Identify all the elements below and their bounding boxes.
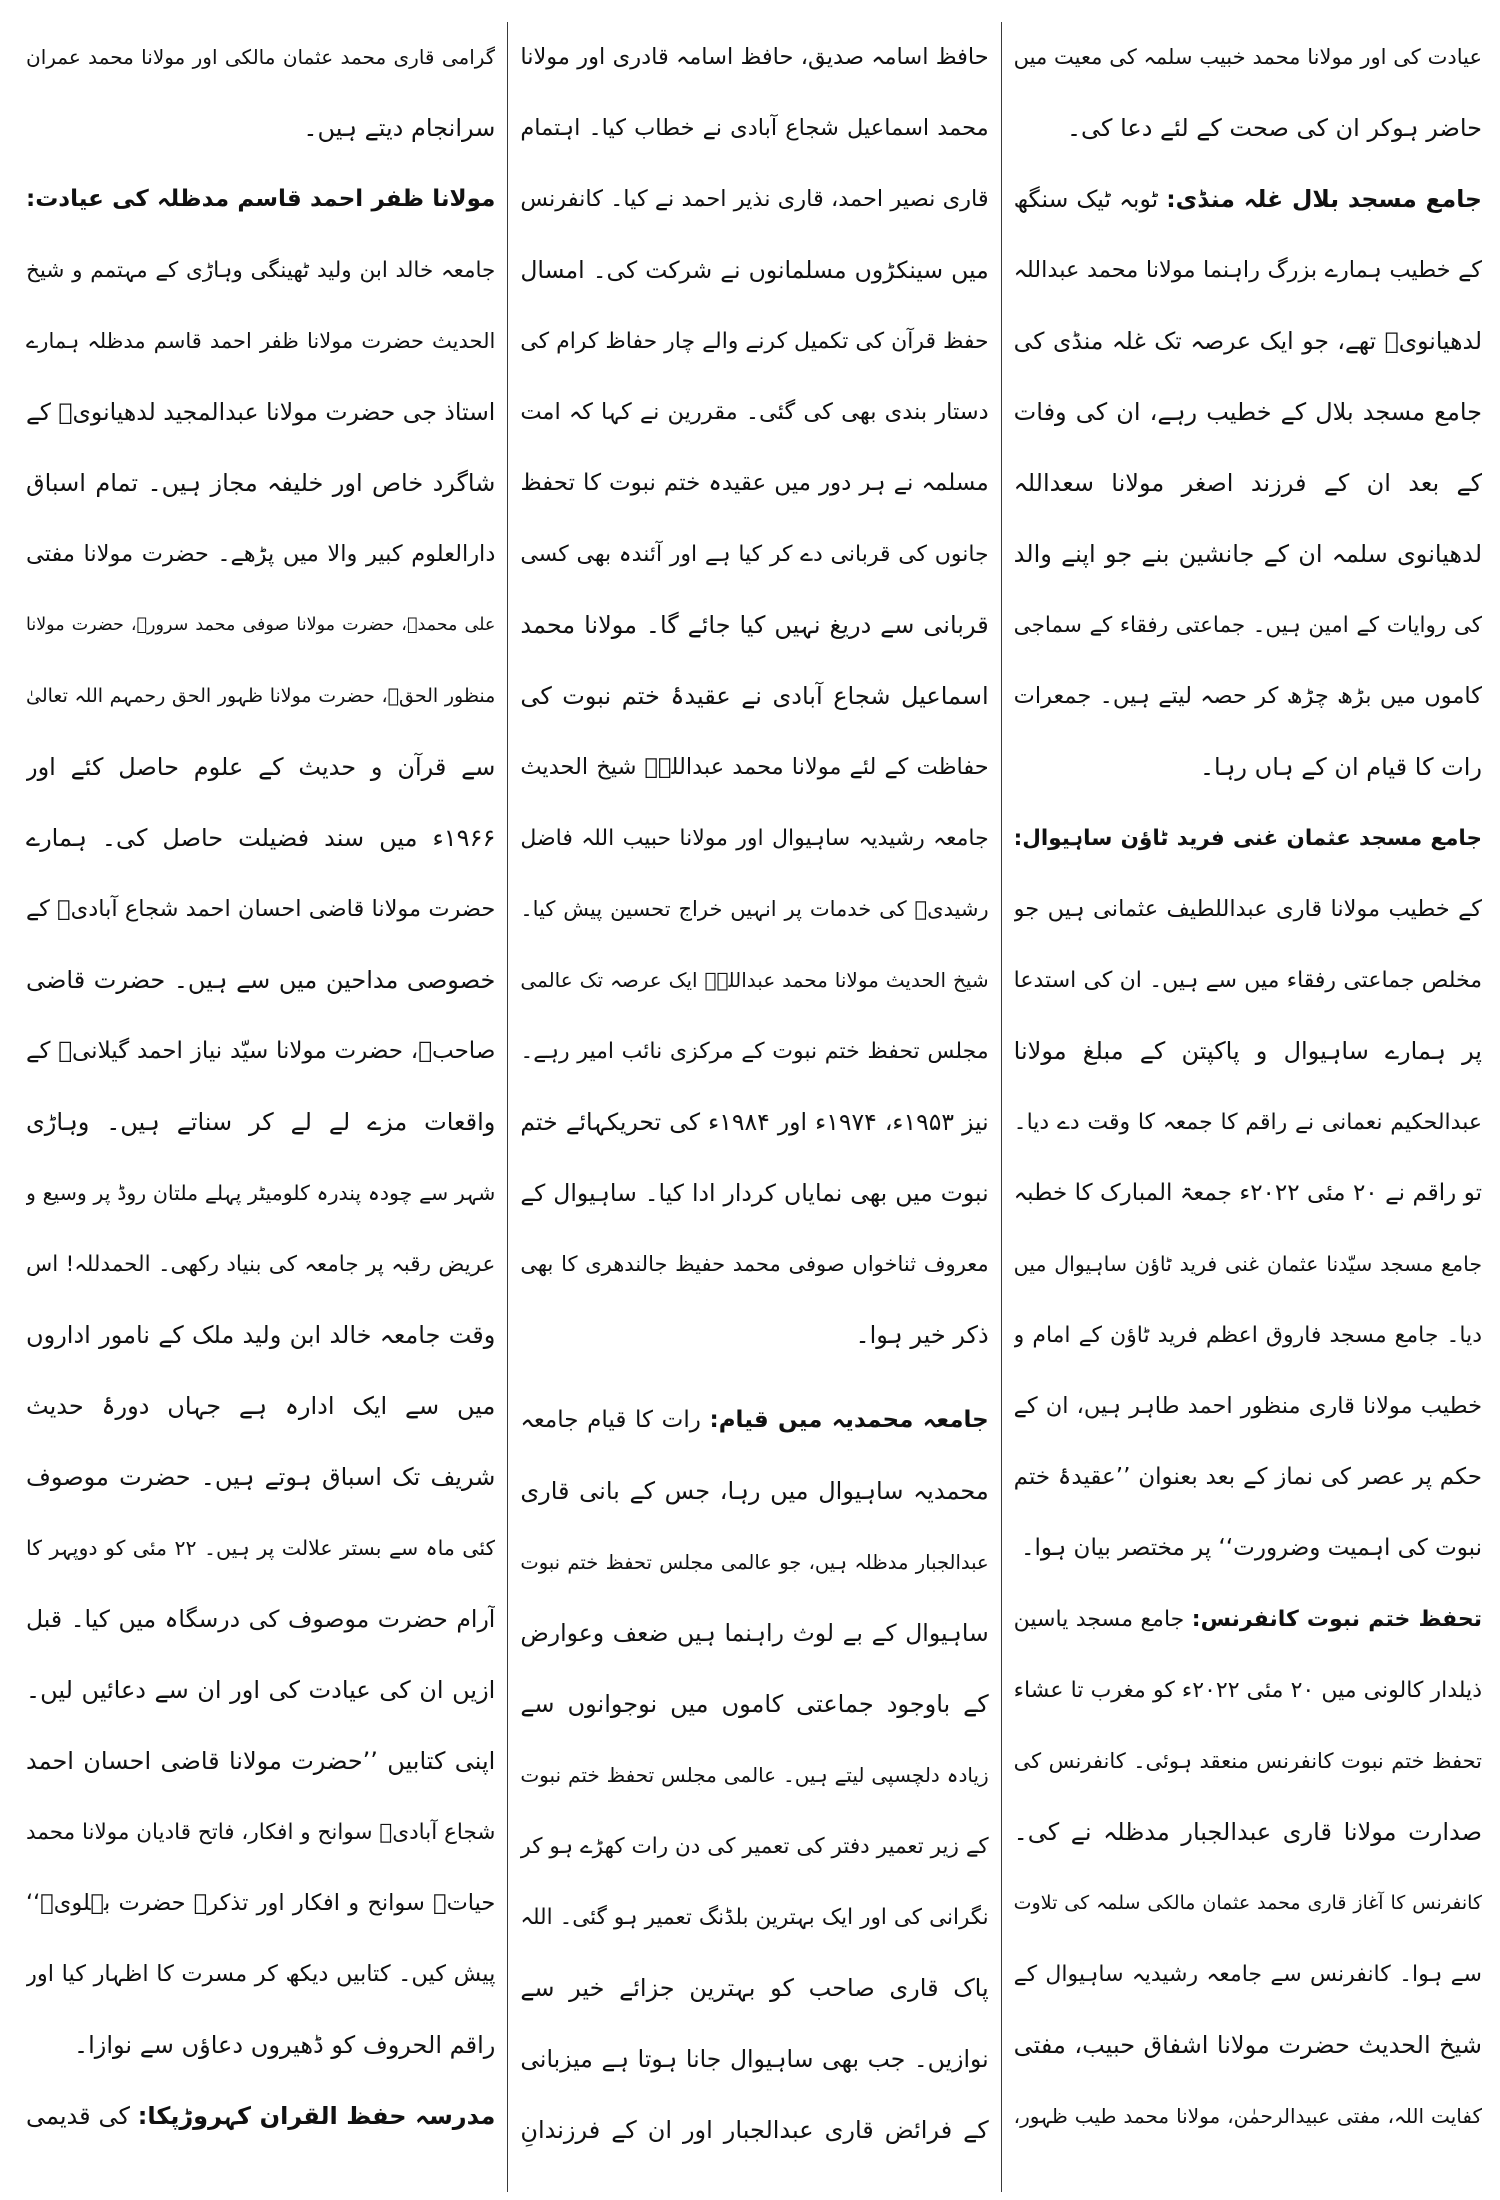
text-line — [520, 164, 988, 235]
line-text: سرانجام دیتے ہیں۔ — [303, 114, 496, 142]
section-heading-line — [1014, 164, 1482, 235]
text-line — [26, 1371, 495, 1442]
line-text: رات کا قیام جامعہ — [520, 1407, 701, 1433]
text-line — [520, 1087, 988, 1158]
line-text: زیادہ دلچسپی لیتے ہیں۔ عالمی مجلس تحفظ ختم نبوت — [520, 1763, 989, 1787]
text-line — [520, 93, 988, 164]
line-text: میں سینکڑوں مسلمانوں نے شرکت کی۔ امسال — [520, 256, 989, 284]
text-line — [1014, 306, 1482, 377]
text-line — [26, 235, 495, 306]
line-text: پاک قاری صاحب کو بہترین جزائے خیر سے — [520, 1974, 989, 2002]
line-text: ۱۹۶۶ء میں سند فضیلت حاصل کی۔ ہمارے — [26, 824, 496, 852]
text-line — [26, 1868, 495, 1939]
line-text: واقعات مزے لے لے کر سناتے ہیں۔ وہاڑی — [26, 1108, 496, 1136]
text-line — [520, 1527, 988, 1598]
text-line — [26, 945, 495, 1016]
text-line — [520, 661, 988, 732]
text-line — [520, 306, 988, 377]
text-line — [520, 1882, 988, 1953]
line-text: سے قرآن و حدیث کے علوم حاصل کئے اور — [26, 753, 496, 781]
text-line — [26, 661, 495, 732]
article-column-middle — [507, 22, 1000, 2192]
line-text: کے خطیب مولانا قاری عبداللطیف عثمانی ہیں جو — [1013, 896, 1482, 922]
text-line — [1014, 732, 1482, 803]
line-text: قاری نصیر احمد، قاری نذیر احمد نے کیا۔ کانفرنس — [520, 186, 989, 212]
line-text: خصوصی مداحین میں سے ہیں۔ حضرت قاضی — [26, 966, 496, 994]
line-text: ازیں ان کی عیادت کی اور ان سے دعائیں لیں۔ — [26, 1676, 496, 1704]
line-text: ذکر خیر ہوا۔ — [855, 1321, 989, 1349]
line-text: تو راقم نے ۲۰ مئی ۲۰۲۲ء جمعۃ المبارک کا خطبہ — [1013, 1180, 1482, 1206]
section-heading: جامع مسجد بلال غلہ منڈی: — [1166, 185, 1482, 213]
text-line — [26, 1939, 495, 2010]
text-line — [520, 874, 988, 945]
line-text: ساہیوال کے بے لوث راہنما ہیں ضعف وعوارض — [520, 1619, 989, 1647]
section-heading-line — [1014, 803, 1482, 874]
line-text: شجاع آبادیؒ سوانح و افکار، فاتح قادیان مولانا محمد — [26, 1820, 496, 1845]
text-line — [1014, 1229, 1482, 1300]
text-line — [520, 803, 988, 874]
text-line — [1014, 519, 1482, 590]
text-line — [1014, 1158, 1482, 1229]
line-text: کئی ماہ سے بستر علالت پر ہیں۔ ۲۲ مئی کو دوپہر کا — [26, 1536, 496, 1560]
text-line — [1014, 1726, 1482, 1797]
text-line — [1014, 2010, 1482, 2081]
line-text: حاضر ہوکر ان کی صحت کے لئے دعا کی۔ — [1066, 114, 1482, 142]
line-text: رشیدیؒ کی خدمات پر انہیں خراج تحسین پیش کیا۔ — [520, 897, 989, 921]
text-line — [26, 874, 495, 945]
text-line — [1014, 1513, 1482, 1584]
text-line — [1014, 235, 1482, 306]
line-text: مجلس تحفظ ختم نبوت کے مرکزی نائب امیر رہے۔ — [520, 1039, 989, 1064]
section-heading-line — [520, 1385, 988, 1456]
text-line — [26, 519, 495, 590]
line-text: حکم پر عصر کی نماز کے بعد بعنوان ’’عقیدۂ ختم — [1013, 1464, 1482, 1490]
line-text: کے فرائض قاری عبدالجبار اور ان کے فرزندانِ — [520, 2116, 989, 2144]
text-line — [1014, 1371, 1482, 1442]
line-text: کی قدیمی — [26, 2102, 130, 2130]
line-text: جامع مسجد یاسین — [1013, 1607, 1185, 1632]
line-text: علی محمدؒ، حضرت مولانا صوفی محمد سرورؒ، حضرت مولانا — [26, 615, 496, 635]
text-line — [1014, 448, 1482, 519]
line-text: معروف ثناخواں صوفی محمد حفیظ جالندھری کا بھی — [520, 1252, 989, 1276]
text-line — [26, 1087, 495, 1158]
text-line — [26, 590, 495, 661]
text-line — [1014, 2081, 1482, 2152]
text-line — [26, 377, 495, 448]
text-line — [26, 1442, 495, 1513]
text-line — [26, 1655, 495, 1726]
line-text: مخلص جماعتی رفقاء میں سے ہیں۔ ان کی استدعا — [1013, 968, 1482, 993]
line-text: گرامی قاری محمد عثمان مالکی اور مولانا محمد عمران — [26, 45, 496, 69]
line-text: استاذ جی حضرت مولانا عبدالمجید لدھیانویؒ کے — [26, 398, 496, 426]
text-line — [26, 803, 495, 874]
text-line — [26, 1158, 495, 1229]
text-line — [520, 235, 988, 306]
line-text: ٹوبہ ٹیک سنگھ — [1013, 185, 1159, 213]
text-line — [26, 732, 495, 803]
text-line — [1014, 22, 1482, 93]
line-text: پر ہمارے ساہیوال و پاکپتن کے مبلغ مولانا — [1013, 1037, 1482, 1065]
text-line — [26, 93, 495, 164]
line-text: شہر سے چودہ پندرہ کلومیٹر پہلے ملتان روڈ پر وسیع و — [26, 1181, 496, 1205]
section-heading-line — [1014, 1584, 1482, 1655]
line-text: نگرانی کی اور ایک بہترین بلڈنگ تعمیر ہو گئی۔ اللہ — [520, 1905, 989, 1930]
text-line — [520, 1598, 988, 1669]
section-heading: مدرسہ حفظ القران کہروڑپکا: — [137, 2102, 496, 2130]
text-line — [520, 945, 988, 1016]
line-text: کی روایات کے امین ہیں۔ جماعتی رفقاء کے سماجی — [1013, 613, 1482, 638]
text-line — [26, 306, 495, 377]
line-text: عبدالحکیم نعمانی نے راقم کا جمعہ کا وقت دے دیا۔ — [1013, 1110, 1482, 1135]
text-line — [520, 1456, 988, 1527]
line-text: نبوت کی اہمیت وضرورت‘‘ پر مختصر بیان ہوا۔ — [1021, 1535, 1482, 1561]
line-text: مسلمہ نے ہر دور میں عقیدہ ختم نبوت کا تحفظ — [520, 470, 989, 496]
line-text: جامع مسجد بلال کے خطیب رہے، ان کی وفات — [1013, 398, 1482, 426]
line-text: حیاتؒ سوانح و افکار اور تذکرۂ حضرت بہلویؒ‘‘ — [26, 1890, 496, 1916]
line-text: حفاظت کے لئے مولانا محمد عبداللہؒ شیخ الحدیث — [520, 754, 989, 780]
text-line — [520, 2024, 988, 2095]
line-text: عبدالجبار مدظلہ ہیں، جو عالمی مجلس تحفظ ختم نبوت — [520, 1551, 989, 1574]
line-text: کے بعد ان کے فرزند اصغر مولانا سعداللہ — [1013, 469, 1482, 497]
line-text: میں سے ایک ادارہ ہے جہاں دورۂ حدیث — [26, 1392, 496, 1420]
text-line — [520, 1669, 988, 1740]
line-text: نیز ۱۹۵۳ء، ۱۹۷۴ء اور ۱۹۸۴ء کی تحریکہائے ختم — [520, 1108, 989, 1136]
line-text: کانفرنس کا آغاز قاری محمد عثمان مالکی سلمہ کی تلاوت — [1013, 1892, 1482, 1914]
line-text: دیا۔ جامع مسجد فاروق اعظم فرید ٹاؤن کے امام و — [1013, 1323, 1482, 1348]
line-text: کے باوجود جماعتی کاموں میں نوجوانوں سے — [520, 1690, 989, 1718]
text-line — [26, 448, 495, 519]
text-line — [26, 1797, 495, 1868]
section-heading: جامع مسجد عثمان غنی فرید ٹاؤن ساہیوال: — [1013, 826, 1482, 851]
text-line — [520, 22, 988, 93]
text-line — [26, 1584, 495, 1655]
line-text: شریف تک اسباق ہوتے ہیں۔ حضرت موصوف — [26, 1463, 496, 1491]
line-text: نبوت میں بھی نمایاں کردار ادا کیا۔ ساہیوال کے — [520, 1179, 989, 1207]
line-text: حفظ قرآن کی تکمیل کرنے والے چار حفاظ کرام کی — [520, 329, 989, 354]
line-text: ذیلدار کالونی میں ۲۰ مئی ۲۰۲۲ء کو مغرب تا عشاء — [1013, 1678, 1482, 1703]
text-line — [520, 377, 988, 448]
text-line — [1014, 874, 1482, 945]
text-line — [520, 732, 988, 803]
line-text: عیادت کی اور مولانا محمد خبیب سلمہ کی معیت میں — [1013, 45, 1482, 69]
text-line — [520, 1953, 988, 2024]
line-text: شیخ الحدیث مولانا محمد عبداللہؒ ایک عرصہ تک عالمی — [520, 968, 989, 992]
text-line — [26, 1300, 495, 1371]
line-text: نوازیں۔ جب بھی ساہیوال جانا ہوتا ہے میزبانی — [520, 2045, 989, 2073]
text-line — [26, 22, 495, 93]
line-text: راقم الحروف کو ڈھیروں دعاؤں سے نوازا۔ — [74, 2031, 496, 2059]
section-heading: مولانا ظفر احمد قاسم مدظلہ کی عیادت: — [26, 186, 496, 212]
article-column-left — [14, 22, 507, 2192]
line-text: جانوں کی قربانی دے کر کیا ہے اور آئندہ بھی کسی — [520, 542, 989, 567]
line-text: رات کا قیام ان کے ہاں رہا۔ — [1199, 753, 1482, 781]
line-text: منظور الحقؒ، حضرت مولانا ظہور الحق رحمہم اللہ تعالیٰ — [26, 685, 496, 707]
text-line — [1014, 1442, 1482, 1513]
line-text: جامع مسجد سیّدنا عثمان غنی فرید ٹاؤن ساہیوال میں — [1013, 1252, 1482, 1276]
text-line — [26, 1016, 495, 1087]
line-text: شیخ الحدیث حضرت مولانا اشفاق حبیب، مفتی — [1013, 2031, 1482, 2059]
line-text: حضرت مولانا قاضی احسان احمد شجاع آبادیؒ کے — [26, 896, 496, 922]
line-text: عریض رقبہ پر جامعہ کی بنیاد رکھی۔ الحمدللہ! اس — [26, 1252, 496, 1277]
section-heading: تحفظ ختم نبوت کانفرنس: — [1191, 1607, 1482, 1632]
text-line — [1014, 1655, 1482, 1726]
line-text: سے ہوا۔ کانفرنس سے جامعہ رشیدیہ ساہیوال کے — [1013, 1962, 1482, 1987]
line-text: صاحبؒ، حضرت مولانا سیّد نیاز احمد گیلانیؒ کے — [26, 1038, 496, 1064]
text-line — [520, 2095, 988, 2166]
text-line — [26, 1513, 495, 1584]
line-text: کے خطیب ہمارے بزرگ راہنما مولانا محمد عبداللہ — [1013, 257, 1482, 283]
line-text: خطیب مولانا قاری منظور احمد طاہر ہیں، ان کے — [1013, 1393, 1482, 1419]
line-text: تحفظ ختم نبوت کانفرنس منعقد ہوئی۔ کانفرنس کی — [1013, 1749, 1482, 1773]
line-text: اپنی کتابیں ’’حضرت مولانا قاضی احسان احمد — [26, 1747, 496, 1775]
line-text: کے زیر تعمیر دفتر کی تعمیر کی دن رات کھڑے ہو کر — [520, 1834, 989, 1859]
text-line — [520, 448, 988, 519]
line-text: صدارت مولانا قاری عبدالجبار مدظلہ نے کی۔ — [1013, 1818, 1482, 1846]
text-line — [1014, 377, 1482, 448]
line-text: وقت جامعہ خالد ابن ولید ملک کے نامور اداروں — [26, 1321, 496, 1349]
line-text: کفایت اللہ، مفتی عبیدالرحمٰن، مولانا محمد طیب ظہور، — [1013, 2104, 1482, 2128]
line-text: کاموں میں بڑھ چڑھ کر حصہ لیتے ہیں۔ جمعرات — [1013, 683, 1482, 709]
line-text: دارالعلوم کبیر والا میں پڑھے۔ حضرت مولانا مفتی — [26, 541, 496, 567]
text-line — [1014, 1868, 1482, 1939]
line-text: پیش کیں۔ کتابیں دیکھ کر مسرت کا اظہار کیا اور — [26, 1961, 496, 1987]
line-text: آرام حضرت موصوف کی درسگاہ میں کیا۔ قبل — [26, 1605, 496, 1633]
text-line — [1014, 1797, 1482, 1868]
text-line — [1014, 1939, 1482, 2010]
line-text: لدھیانوی سلمہ ان کے جانشین بنے جو اپنے والد — [1013, 540, 1482, 568]
section-heading-line — [26, 164, 495, 235]
text-line — [1014, 1016, 1482, 1087]
text-line — [1014, 1087, 1482, 1158]
text-line — [1014, 93, 1482, 164]
line-text: لدھیانویؒ تھے، جو ایک عرصہ تک غلہ منڈی کی — [1013, 327, 1482, 355]
text-line — [520, 1740, 988, 1811]
text-line — [520, 1811, 988, 1882]
text-line — [520, 1016, 988, 1087]
text-line — [1014, 590, 1482, 661]
text-line — [26, 1726, 495, 1797]
line-text: اسماعیل شجاع آبادی نے عقیدۂ ختم نبوت کی — [520, 682, 989, 710]
section-heading: جامعہ محمدیہ میں قیام: — [709, 1407, 989, 1433]
line-text: حافظ اسامہ صدیق، حافظ اسامہ قادری اور مولانا — [520, 44, 989, 70]
line-text: محمدیہ ساہیوال میں رہا، جس کے بانی قاری — [520, 1477, 989, 1505]
line-text: جامعہ رشیدیہ ساہیوال اور مولانا حبیب اللہ فاضل — [520, 826, 989, 851]
text-line — [1014, 945, 1482, 1016]
line-text: محمد اسماعیل شجاع آبادی نے خطاب کیا۔ اہتمام — [520, 115, 989, 141]
text-line — [520, 1300, 988, 1371]
text-line — [520, 519, 988, 590]
article-column-right — [1001, 22, 1494, 2192]
line-text: جامعہ خالد ابن ولید ٹھینگی وہاڑی کے مہتمم و شیخ — [26, 258, 496, 283]
text-line — [520, 1158, 988, 1229]
text-line — [1014, 1300, 1482, 1371]
text-line — [520, 1229, 988, 1300]
line-text: دستار بندی بھی کی گئی۔ مقررین نے کہا کہ امت — [520, 399, 989, 425]
line-text: الحدیث حضرت مولانا ظفر احمد قاسم مدظلہ ہمارے — [26, 329, 496, 353]
text-line — [1014, 661, 1482, 732]
line-text: شاگرد خاص اور خلیفہ مجاز ہیں۔ تمام اسباق — [26, 469, 496, 497]
text-line — [520, 590, 988, 661]
text-line — [26, 1229, 495, 1300]
line-text: قربانی سے دریغ نہیں کیا جائے گا۔ مولانا محمد — [520, 611, 989, 639]
section-heading-line — [26, 2081, 495, 2152]
text-line — [26, 2010, 495, 2081]
